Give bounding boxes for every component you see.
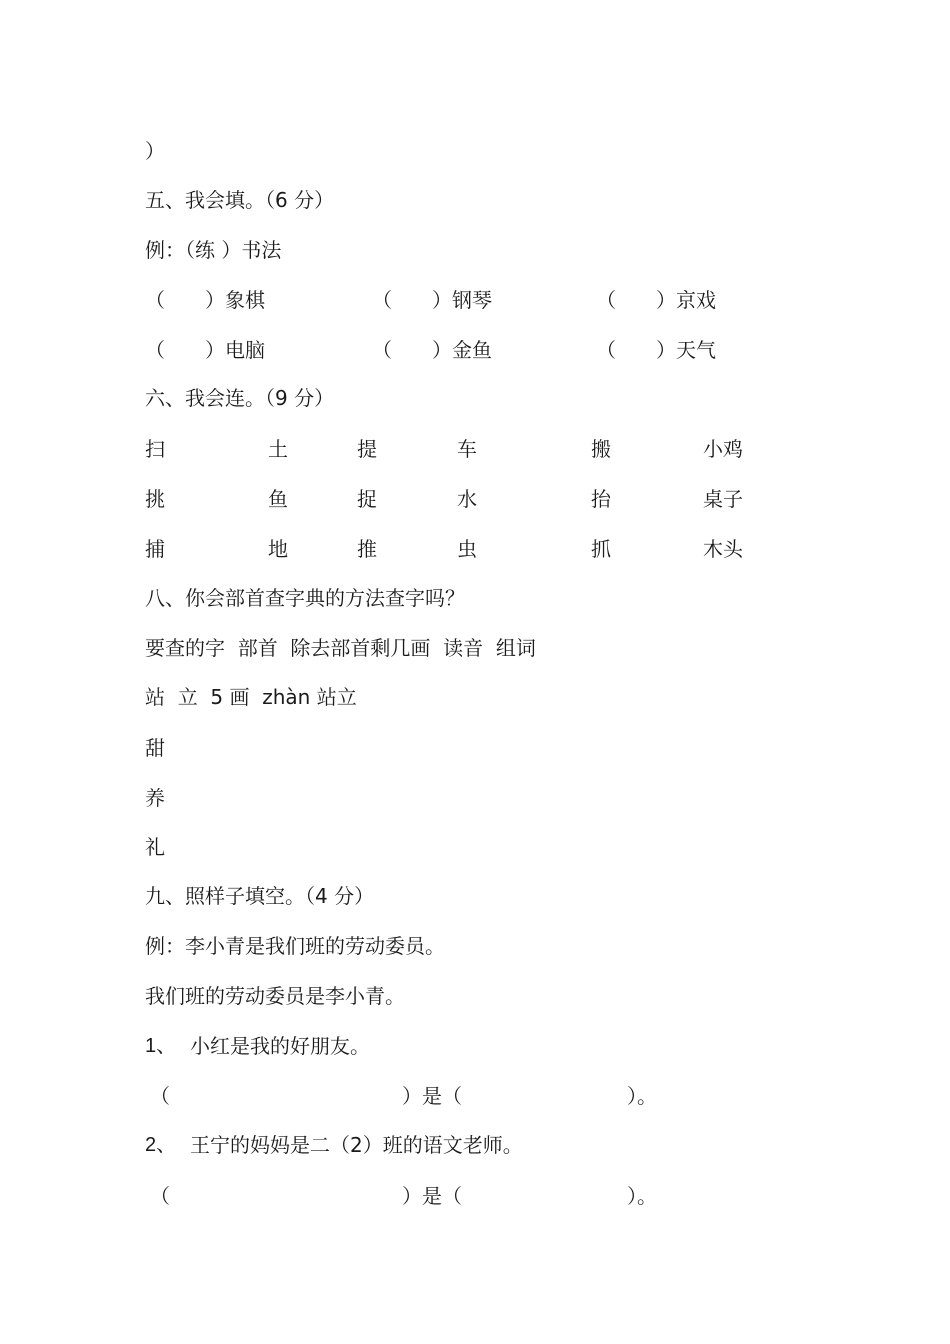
- match-item[interactable]: 提: [357, 437, 377, 461]
- section9-example-2: 我们班的劳动委员是李小青。: [145, 984, 405, 1008]
- section9-title: 九、照样子填空。（4 分）: [145, 884, 375, 908]
- blank-close[interactable]: ）。: [627, 1084, 657, 1108]
- section5-blank[interactable]: （ ）金鱼: [372, 338, 492, 362]
- match-item[interactable]: 虫: [457, 537, 477, 561]
- match-item[interactable]: 鱼: [268, 487, 288, 511]
- match-item[interactable]: 土: [268, 437, 288, 461]
- blank-mid[interactable]: ）是（: [402, 1184, 462, 1208]
- match-item[interactable]: 扫: [145, 437, 165, 461]
- match-item[interactable]: 小鸡: [703, 437, 743, 461]
- section5-blank[interactable]: （ ）京戏: [596, 288, 716, 312]
- lookup-char: 礼: [145, 835, 165, 859]
- section6-title: 六、我会连。（9 分）: [145, 386, 335, 410]
- match-item[interactable]: 木头: [703, 537, 743, 561]
- section5-blank[interactable]: （ ）钢琴: [372, 288, 492, 312]
- item-sentence: 王宁的妈妈是二（2）班的语文老师。: [190, 1133, 523, 1157]
- section5-blank[interactable]: （ ）象棋: [145, 288, 265, 312]
- match-item[interactable]: 地: [268, 537, 288, 561]
- match-item[interactable]: 捕: [145, 537, 165, 561]
- lookup-char: 养: [145, 786, 165, 810]
- blank-mid[interactable]: ）是（: [402, 1084, 462, 1108]
- item-number: 2、: [145, 1134, 177, 1156]
- match-item[interactable]: 车: [457, 437, 477, 461]
- item-sentence: 小红是我的好朋友。: [190, 1034, 370, 1058]
- match-item[interactable]: 挑: [145, 487, 165, 511]
- top-fragment: ）: [145, 139, 165, 163]
- match-item[interactable]: 桌子: [703, 487, 743, 511]
- match-item[interactable]: 捉: [357, 487, 377, 511]
- match-item[interactable]: 搬: [591, 437, 611, 461]
- section5-blank[interactable]: （ ）天气: [596, 338, 716, 362]
- lookup-char: 甜: [145, 736, 165, 760]
- section8-example: 站 立 5 画 zhàn 站立: [145, 685, 357, 709]
- section8-header: 要查的字 部首 除去部首剩几画 读音 组词: [145, 636, 536, 660]
- blank-open[interactable]: （: [150, 1084, 170, 1108]
- section5-blank[interactable]: （ ）电脑: [145, 338, 265, 362]
- match-item[interactable]: 抬: [591, 487, 611, 511]
- match-item[interactable]: 抓: [591, 537, 611, 561]
- section8-title: 八、你会部首查字典的方法查字吗？: [145, 586, 465, 610]
- blank-open[interactable]: （: [150, 1184, 170, 1208]
- section5-title: 五、我会填。（6 分）: [145, 188, 335, 212]
- blank-close[interactable]: ）。: [627, 1184, 657, 1208]
- match-item[interactable]: 水: [457, 487, 477, 511]
- item-number: 1、: [145, 1035, 177, 1057]
- section5-example: 例：（练 ）书法: [145, 238, 282, 262]
- section9-example-1: 例：李小青是我们班的劳动委员。: [145, 934, 445, 958]
- match-item[interactable]: 推: [357, 537, 377, 561]
